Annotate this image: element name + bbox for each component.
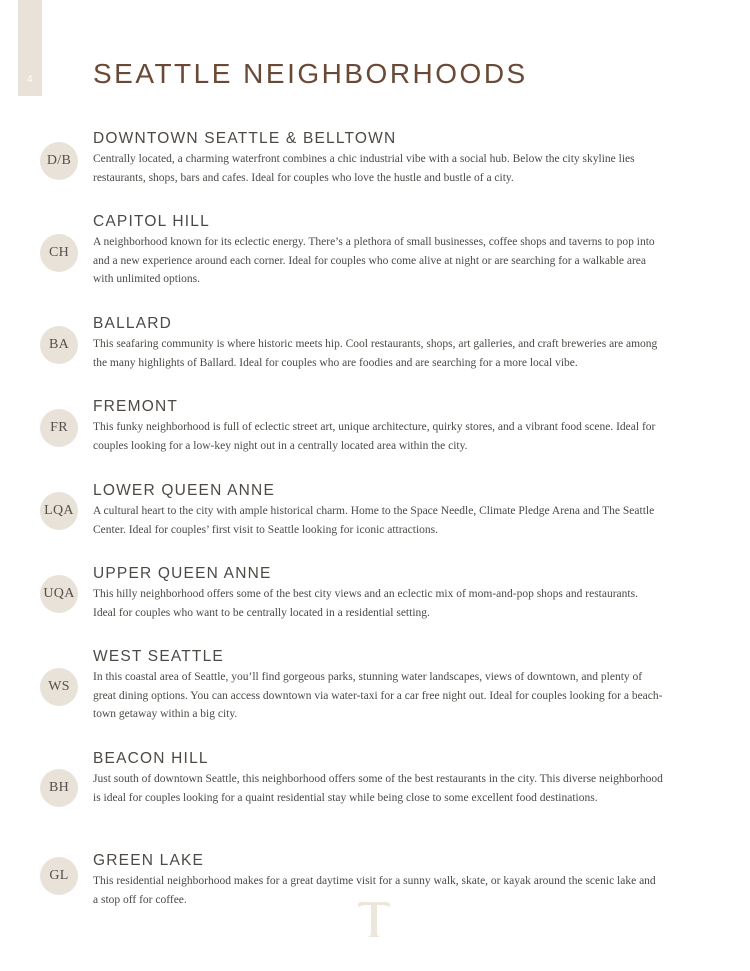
neighborhood-description: Centrally located, a charming waterfront combines a chic industrial vibe with a social hub. Below the city skyline lies restaurants, shops, bars and cafes. Ideal for couples who love the hustle and bustle of a city. <box>93 153 635 184</box>
neighborhood-title: CAPITOL HILL <box>93 213 210 230</box>
neighborhood-description: In this coastal area of Seattle, you’ll find gorgeous parks, stunning water landscapes, views of downtown, and plenty of great dining options. You can access downtown via water-taxi for a car free night out. Ideal for couples looking for a beach-town getaway within a big city. <box>93 671 663 721</box>
neighborhood-title: FREMONT <box>93 398 179 415</box>
neighborhood-badge: UQA <box>40 575 78 613</box>
neighborhood-badge: D/B <box>40 142 78 180</box>
neighborhood-badge: BH <box>40 769 78 807</box>
neighborhood-description: A cultural heart to the city with ample historical charm. Home to the Space Needle, Climate Pledge Arena and The Seattle Center. Ideal for couples’ first visit to Seattle looking for iconic attractions. <box>93 505 655 536</box>
neighborhood-badge: LQA <box>40 492 78 530</box>
neighborhood-description: A neighborhood known for its eclectic energy. There’s a plethora of small businesses, coffee shops and taverns to pop into and a new experience around each corner. Ideal for couples who come alive at night or are searching for a walkable area with unlimited options. <box>93 236 655 286</box>
neighborhood-description: Just south of downtown Seattle, this neighborhood offers some of the best restaurants in the city. This diverse neighborhood is ideal for couples looking for a quaint residential stay while being close to some excellent food destinations. <box>93 773 663 804</box>
neighborhood-title: BEACON HILL <box>93 750 209 767</box>
neighborhood-description: This funky neighborhood is full of eclectic street art, unique architecture, quirky stores, and a vibrant food scene. Ideal for couples looking for a low-key night out in a centrally located area within the city. <box>93 421 656 452</box>
page-title: SEATTLE NEIGHBORHOODS <box>93 58 528 89</box>
neighborhood-badge: FR <box>40 409 78 447</box>
neighborhood-badge: WS <box>40 668 78 706</box>
svg-text:T: T <box>373 930 375 931</box>
neighborhood-title: DOWNTOWN SEATTLE & BELLTOWN <box>93 130 397 147</box>
page-number: 4 <box>27 74 33 85</box>
neighborhood-title: GREEN LAKE <box>93 852 205 869</box>
neighborhood-badge: CH <box>40 234 78 272</box>
neighborhood-badge: GL <box>40 857 78 895</box>
neighborhood-description: This residential neighborhood makes for a great daytime visit for a sunny walk, skate, or kayak around the scenic lake and a stop off for coffee. <box>93 875 656 906</box>
brand-logo-icon <box>356 900 392 938</box>
neighborhood-title: LOWER QUEEN ANNE <box>93 482 275 499</box>
neighborhood-title: BALLARD <box>93 315 173 332</box>
neighborhood-description: This hilly neighborhood offers some of the best city views and an eclectic mix of mom-and-pop shops and restaurants. Ideal for couples who want to be centrally located in a residential setting. <box>93 588 638 619</box>
neighborhood-badge: BA <box>40 326 78 364</box>
neighborhood-title: UPPER QUEEN ANNE <box>93 565 272 582</box>
neighborhood-description: This seafaring community is where historic meets hip. Cool restaurants, shops, art galleries, and craft breweries are among the many highlights of Ballard. Ideal for couples who are foodies and are searching for a more local vibe. <box>93 338 658 369</box>
neighborhood-title: WEST SEATTLE <box>93 648 224 665</box>
